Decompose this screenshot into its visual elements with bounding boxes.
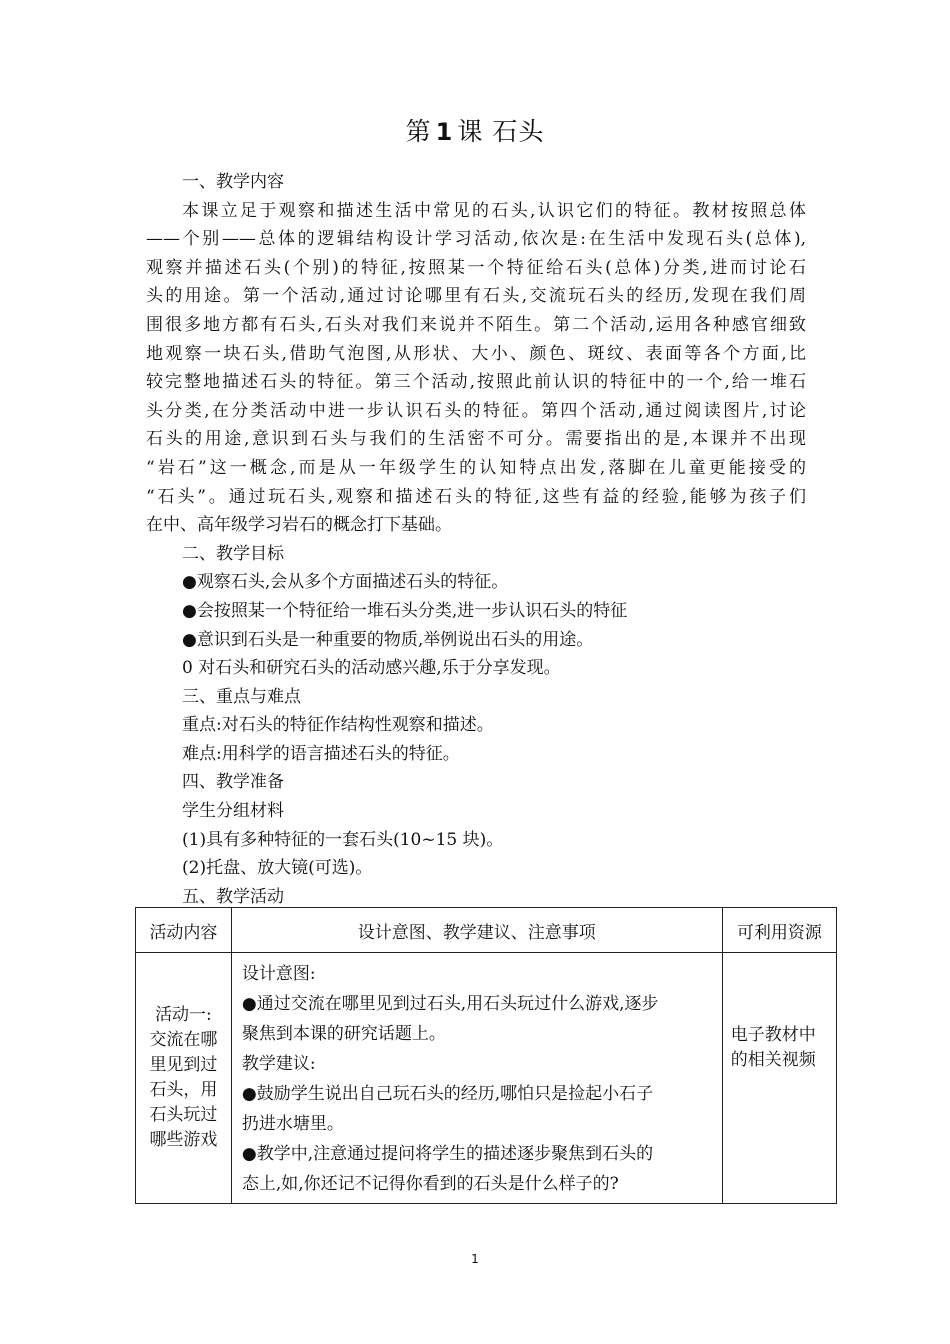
goal-item: ●意识到石头是一种重要的物质,举例说出石头的用途。 bbox=[182, 629, 594, 650]
activity-line: 活动一: bbox=[155, 1005, 212, 1025]
goal-item: 0 对石头和研究石头的活动感兴趣,乐于分享发现。 bbox=[182, 658, 561, 679]
section-heading-prep: 四、教学准备 bbox=[182, 772, 284, 793]
document-body bbox=[146, 168, 806, 911]
title-number: 1 bbox=[435, 118, 454, 146]
paragraph-line: 在中、高年级学习岩石的概念打下基础。 bbox=[146, 515, 452, 536]
paragraph-line: 本课立足于观察和描述生活中常见的石头,认识它们的特征。教材按照总体 bbox=[182, 200, 806, 221]
key-point: 重点:对石头的特征作结构性观察和描述。 bbox=[182, 715, 494, 736]
section-heading-activity: 五、教学活动 bbox=[182, 886, 284, 907]
paragraph-line: 围很多地方都有石头,石头对我们来说并不陌生。第二个活动,运用各种感官细致 bbox=[146, 314, 806, 335]
paragraph-line: 较完整地描述石头的特征。第三个活动,按照此前认识的特征中的一个,给一堆石 bbox=[146, 372, 806, 393]
goal-item: ●观察石头,会从多个方面描述石头的特征。 bbox=[182, 572, 509, 593]
resource-line: 的相关视频 bbox=[730, 1050, 816, 1070]
paragraph-line: “岩石”这一概念,而是从一年级学生的认知特点出发,落脚在儿童更能接受的 bbox=[146, 457, 806, 478]
section-heading-key: 三、重点与难点 bbox=[182, 686, 301, 707]
resource-cell bbox=[722, 953, 836, 1204]
activity-table bbox=[135, 907, 837, 1204]
design-line: 聚焦到本课的研究话题上。 bbox=[241, 1024, 446, 1044]
design-cell bbox=[231, 953, 722, 1204]
paragraph-line: 观察并描述石头(个别)的特征,按照某一个特征给石头(总体)分类,进而讨论石 bbox=[146, 257, 806, 278]
table-header: 活动内容 bbox=[136, 908, 232, 953]
paragraph-line: 地观察一块石头,借助气泡图,从形状、大小、颜色、斑纹、表面等各个方面,比 bbox=[146, 343, 806, 364]
prep-subheading: 学生分组材料 bbox=[182, 801, 284, 822]
design-line: ●通过交流在哪里见到过石头,用石头玩过什么游戏,逐步 bbox=[241, 994, 659, 1014]
design-line: ●教学中,注意通过提问将学生的描述逐步聚焦到石头的 bbox=[241, 1144, 654, 1164]
design-line: 扔进水塘里。 bbox=[241, 1114, 344, 1134]
difficulty-point: 难点:用科学的语言描述石头的特征。 bbox=[182, 743, 460, 764]
table-row bbox=[136, 953, 837, 1204]
paragraph-line: 头分类,在分类活动中进一步认识石头的特征。第四个活动,通过阅读图片,讨论 bbox=[146, 400, 806, 421]
page-number: 1 bbox=[471, 1252, 479, 1266]
activity-line: 哪些游戏 bbox=[149, 1130, 218, 1150]
paragraph-line: 头的用途。第一个活动,通过讨论哪里有石头,交流玩石头的经历,发现在我们周 bbox=[146, 286, 806, 307]
design-line: 教学建议: bbox=[241, 1054, 316, 1074]
prep-item: (2)托盘、放大镜(可选)。 bbox=[182, 858, 373, 879]
prep-item: (1)具有多种特征的一套石头(10~15 块)。 bbox=[182, 829, 504, 850]
goal-item: ●会按照某一个特征给一堆石头分类,进一步认识石头的特征 bbox=[182, 600, 628, 621]
activity-line: 石头玩过 bbox=[149, 1105, 218, 1125]
table-header: 设计意图、教学建议、注意事项 bbox=[231, 908, 722, 953]
activity-line: 石头，用 bbox=[149, 1080, 218, 1100]
paragraph-line: “石头”。通过玩石头,观察和描述石头的特征,这些有益的经验,能够为孩子们 bbox=[146, 486, 806, 507]
title-prefix: 第 bbox=[405, 117, 432, 146]
title-suffix: 课 石头 bbox=[457, 117, 545, 146]
table-header: 可利用资源 bbox=[722, 908, 836, 953]
activity-line: 里见到过 bbox=[149, 1055, 218, 1075]
design-line: 态上,如,你还记不记得你看到的石头是什么样子的? bbox=[241, 1174, 619, 1194]
page-title bbox=[0, 112, 950, 148]
design-line: ●鼓励学生说出自己玩石头的经历,哪怕只是捡起小石子 bbox=[241, 1084, 654, 1104]
paragraph-line: 石头的用途,意识到石头与我们的生活密不可分。需要指出的是,本课并不出现 bbox=[146, 429, 806, 450]
activity-line: 交流在哪 bbox=[149, 1030, 218, 1050]
activity-cell bbox=[136, 953, 232, 1204]
design-line: 设计意图: bbox=[241, 964, 316, 984]
paragraph-line: ——个别——总体的逻辑结构设计学习活动,依次是:在生活中发现石头(总体), bbox=[146, 229, 806, 250]
table-header-row bbox=[136, 908, 837, 953]
section-heading-content: 一、教学内容 bbox=[182, 172, 284, 192]
section-heading-goals: 二、教学目标 bbox=[182, 543, 284, 564]
resource-line: 电子教材中 bbox=[730, 1025, 816, 1045]
